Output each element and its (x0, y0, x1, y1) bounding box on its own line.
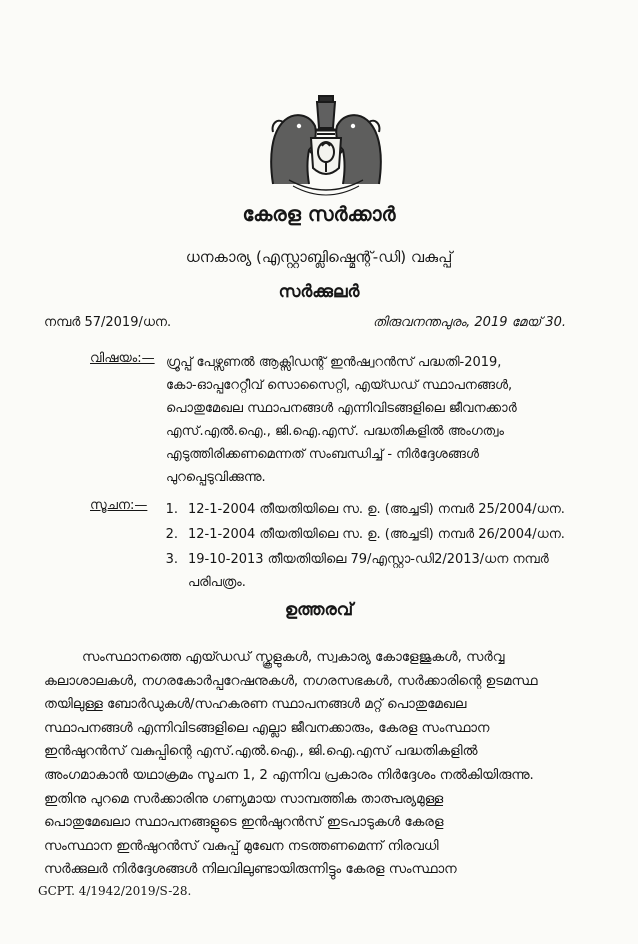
order-line: തയിലുള്ള ബോർഡുകൾ/സഹകരണ സ്ഥാപനങ്ങൾ മറ്റ് പൊതുമേഖല (44, 697, 467, 713)
reference-item (150, 548, 590, 594)
circular-number: നമ്പർ 57/2019/ധന. (44, 315, 172, 330)
government-name: കേരള സർക്കാർ (242, 202, 396, 226)
order-line: ഇതിനു പുറമെ സർക്കാരിനു ഗണ്യമായ സാമ്പത്തിക താത്പര്യമുള്ള (44, 791, 444, 807)
kerala-state-emblem-icon (263, 88, 389, 198)
reference-item (150, 498, 590, 521)
place-and-date: തിരുവനന്തപുരം, 2019 മേയ് 30. (372, 315, 566, 330)
order-line: സർക്കുലർ നിർദ്ദേശങ്ങൾ നിലവിലുണ്ടായിരുന്നിട്ടും കേരള സംസ്ഥാന (44, 862, 457, 878)
subject-label: വിഷയം:— (90, 351, 155, 366)
subject-line: ഗ്രൂപ്പ് പേഴ്സണൽ ആക്സിഡന്റ് ഇൻഷ്വറൻസ് പദ്ധതി-2019, (166, 355, 502, 370)
subject-line: പൊതുമേഖല സ്ഥാപനങ്ങൾ എന്നിവിടങ്ങളിലെ ജീവനക്കാർ (166, 401, 517, 416)
subject-line: എസ്.എൽ.ഐ., ജി.ഐ.എസ്. പദ്ധതികളിൽ അംഗത്വം (166, 424, 504, 439)
reference-number: 3. (165, 552, 178, 567)
order-line: സംസ്ഥാന ഇൻഷുറൻസ് വകുപ്പ് മുഖേന നടത്തണമെന്ന് നിരവധി (44, 838, 439, 854)
references-list (150, 498, 590, 596)
order-line: സ്ഥാപനങ്ങൾ എന്നിവിടങ്ങളിലെ എല്ലാ ജീവനക്കാരും, കേരള സംസ്ഥാന (44, 720, 490, 736)
order-line: സംസ്ഥാനത്തെ എയ്ഡഡ് സ്കൂളുകൾ, സ്വകാര്യ കോളേജുകൾ, സർവ്വ (82, 650, 505, 665)
order-line: പൊതുമേഖലാ സ്ഥാപനങ്ങളുടെ ഇൻഷുറൻസ് ഇടപാടുകൾ കേരള (44, 815, 444, 831)
order-title: ഉത്തരവ് (284, 600, 354, 620)
references-label: സൂചന:— (90, 498, 148, 513)
order-line: ഇൻഷുറൻസ് വകുപ്പിന്റെ എസ്.എൽ.ഐ., ജി.ഐ.എസ് പദ്ധതികളിൽ (44, 744, 478, 760)
subject-line: കോ-ഓപ്പറേറ്റീവ് സൊസൈറ്റി, എയ്ഡഡ് സ്ഥാപനങ്ങൾ, (166, 378, 513, 393)
reference-text-continued: പരിപത്രം. (188, 575, 246, 590)
department-name: ധനകാര്യ (എസ്റ്റാബ്ലിഷ്മെന്റ്-ഡി) വകുപ്പ് (185, 248, 453, 266)
subject-text (166, 351, 586, 489)
reference-number: 1. (165, 502, 178, 517)
print-code: GCPT. 4/1942/2019/S-28. (38, 884, 192, 898)
reference-text: 19-10-2013 തീയതിയിലെ 79/എസ്റ്റാ-ഡി2/2013/ധന നമ്പർ (188, 552, 549, 567)
reference-number: 2. (165, 527, 178, 542)
reference-text-group (188, 548, 590, 594)
subject-line: എടുത്തിരിക്കണമെന്നത് സംബന്ധിച്ച് - നിർദ്ദേശങ്ങൾ (166, 447, 479, 462)
order-body (44, 646, 604, 882)
subject-line: പുറപ്പെടുവിക്കുന്നു. (166, 470, 266, 485)
reference-item (150, 523, 590, 546)
reference-text: 12-1-2004 തീയതിയിലെ സ. ഉ. (അച്ചടി) നമ്പർ 25/2004/ധന. (188, 502, 565, 517)
order-line: കലാശാലകൾ, നഗരകോർപ്പറേഷനുകൾ, നഗരസഭകൾ, സർക്കാരിന്റെ ഉടമസ്ഥ (44, 673, 538, 689)
document-type-title: സർക്കുലർ (278, 282, 360, 302)
reference-text: 12-1-2004 തീയതിയിലെ സ. ഉ. (അച്ചടി) നമ്പർ 26/2004/ധന. (188, 527, 565, 542)
order-line: അംഗമാകാൻ യഥാക്രമം സൂചന 1, 2 എന്നിവ പ്രകാരം നിർദ്ദേശം നൽകിയിരുന്നു. (44, 767, 534, 783)
